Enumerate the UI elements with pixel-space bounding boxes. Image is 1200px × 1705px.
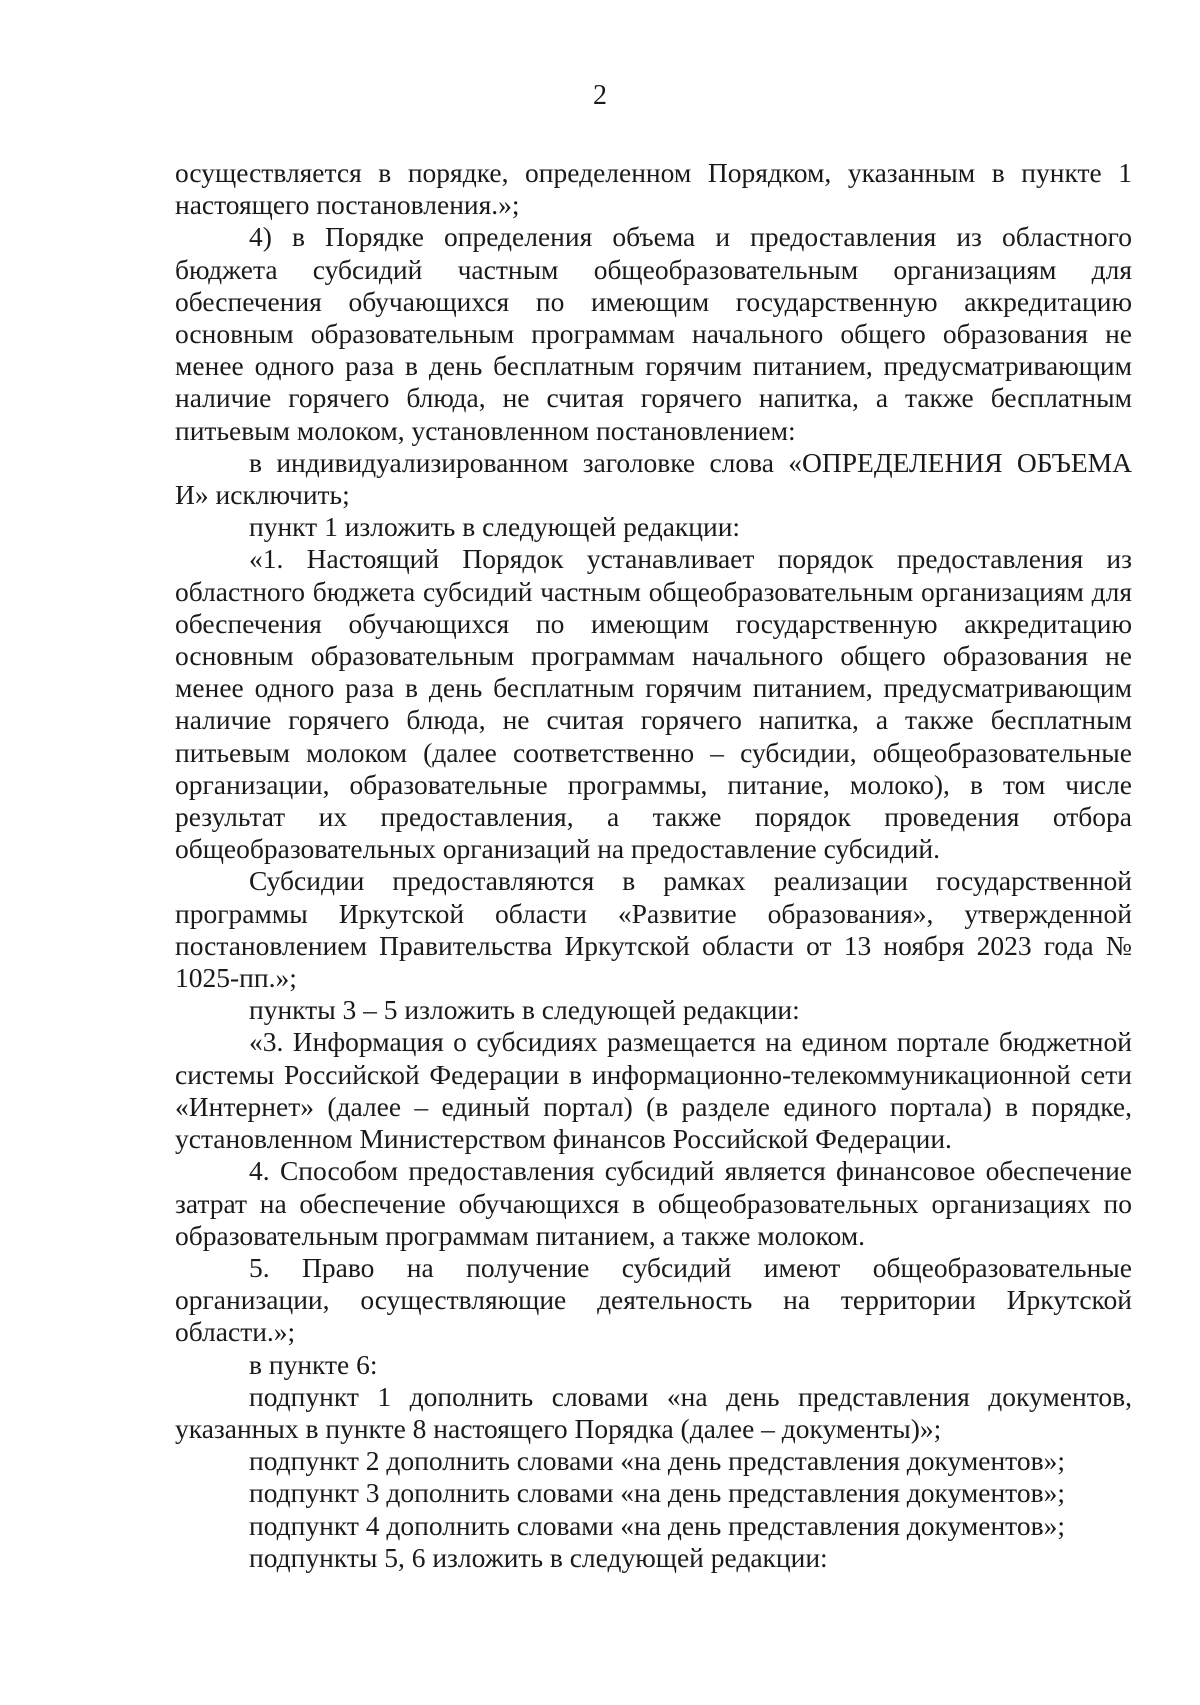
paragraph-subpoint-1: подпункт 1 дополнить словами «на день представления документов, указанных в пункте 8 настоящего Порядка (далее – документы)»; <box>175 1380 1132 1444</box>
document-body <box>175 157 1132 1574</box>
paragraph-point-4: 4. Способом предоставления субсидий является финансовое обеспечение затрат на обеспечение обучающихся в общеобразовательных организациях по образовательным программам питанием, а также молоком. <box>175 1155 1132 1251</box>
paragraph-continuation: осуществляется в порядке, определенном Порядком, указанным в пункте 1 настоящего постановления.»; <box>175 157 1132 221</box>
page-number: 2 <box>593 80 607 111</box>
paragraph-subpoint-3: подпункт 3 дополнить словами «на день представления документов»; <box>249 1477 1065 1509</box>
paragraph-subpoint-4: подпункт 4 дополнить словами «на день представления документов»; <box>249 1509 1065 1541</box>
paragraph-points-3-5-intro: пункты 3 – 5 изложить в следующей редакции: <box>249 994 800 1026</box>
paragraph-point-6-intro: в пункте 6: <box>249 1348 378 1380</box>
paragraph-title-amendment: в индивидуализированном заголовке слова «ОПРЕДЕЛЕНИЯ ОБЪЕМА И» исключить; <box>175 446 1132 511</box>
paragraph-item-4: 4) в Порядке определения объема и предоставления из областного бюджета субсидий частным общеобразовательным организациям для обеспечения обучающихся по имеющим государственную аккредитацию основным образовательным программам начального общего образования не менее одного раза в день бесплатным горячим питанием, предусматривающим наличие горячего блюда, не считая горячего напитка, а также бесплатным питьевым молоком, установленном постановлением: <box>175 221 1132 446</box>
paragraph-subsidies-program: Субсидии предоставляются в рамках реализации государственной программы Иркутской области «Развитие образования», утвержденной постановлением Правительства Иркутской области от 13 ноября 2023 года № 1025-пп.»; <box>175 865 1132 994</box>
paragraph-point-1-text: «1. Настоящий Порядок устанавливает порядок предоставления из областного бюджета субсидий частным общеобразовательным организациям для обеспечения обучающихся по имеющим государственную аккредитацию основным образовательным программам начального общего образования не менее одного раза в день бесплатным горячим питанием, предусматривающим наличие горячего блюда, не считая горячего напитка, а также бесплатным питьевым молоком (далее соответственно – субсидии, общеобразовательные организации, образовательные программы, питание, молоко), в том числе результат их предоставления, а также порядок проведения отбора общеобразовательных организаций на предоставление субсидий. <box>175 543 1132 865</box>
paragraph-subpoints-5-6-intro: подпункты 5, 6 изложить в следующей редакции: <box>249 1541 828 1573</box>
paragraph-point-1-intro: пункт 1 изложить в следующей редакции: <box>249 511 741 543</box>
paragraph-point-5: 5. Право на получение субсидий имеют общеобразовательные организации, осуществляющие деятельность на территории Иркутской области.»; <box>175 1251 1132 1348</box>
paragraph-subpoint-2: подпункт 2 дополнить словами «на день представления документов»; <box>249 1445 1065 1477</box>
paragraph-point-3: «3. Информация о субсидиях размещается на едином портале бюджетной системы Российской Федерации в информационно-телекоммуникационной сети «Интернет» (далее – единый портал) (в разделе единого портала) в порядке, установленном Министерством финансов Российской Федерации. <box>175 1026 1132 1155</box>
